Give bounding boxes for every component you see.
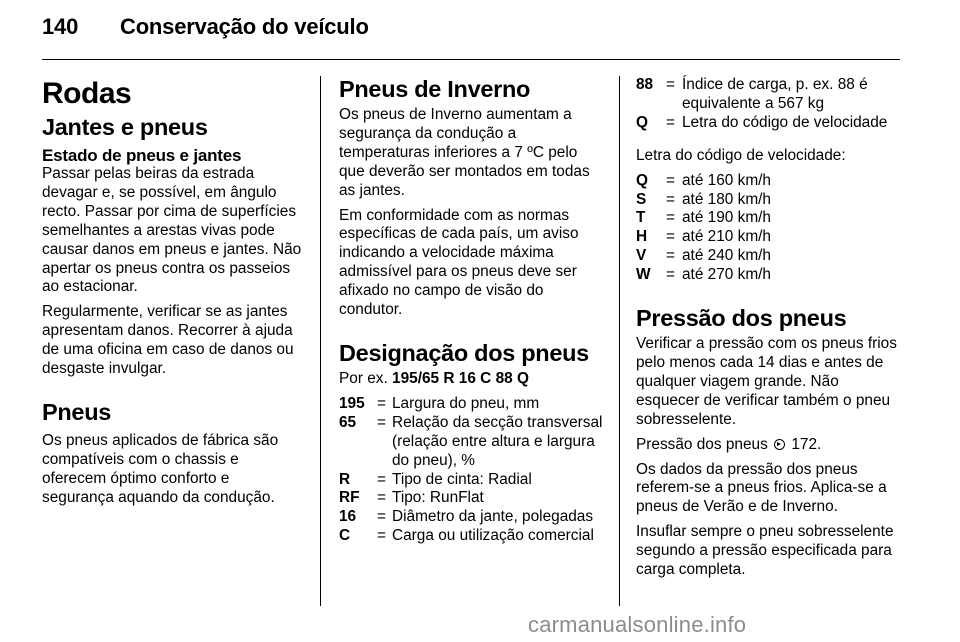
code-key: C xyxy=(339,527,351,545)
speed-equals: = xyxy=(666,209,675,227)
paragraph-pressao-3: Os dados da pressão dos pneus referem-se a pneus frios. Aplica-se a pneus de Verão e de Inverno. xyxy=(636,460,887,516)
paragraph-pressao-1: Verificar a pressão com os pneus frios pelo menos cada 14 dias e antes de qualquer viagem grande. Não esquecer de verificar também o pneu sobresselente. xyxy=(636,335,897,428)
list-item xyxy=(636,76,902,114)
speed-value: até 240 km/h xyxy=(682,247,771,265)
watermark: carmanualsonline.info xyxy=(528,612,747,637)
list-item xyxy=(339,395,603,414)
section-title: Conservação do veículo xyxy=(120,14,369,39)
paragraph-inverno-1: Os pneus de Inverno aumentam a segurança da condução a temperaturas inferiores a 7 ºC pelo que deverão ser montados em todas as jantes. xyxy=(339,106,590,199)
list-item xyxy=(636,228,902,247)
paragraph-pressao-4: Insuflar sempre o pneu sobresselente segundo a pressão especificada para carga completa. xyxy=(636,523,894,579)
list-item xyxy=(339,527,603,546)
speed-key: T xyxy=(636,209,646,227)
code-equals: = xyxy=(377,508,386,526)
section-heading-pneus: Pneus xyxy=(42,398,112,425)
speed-key: H xyxy=(636,228,648,246)
code-key: 88 xyxy=(636,76,654,93)
speed-intro: Letra do código de velocidade: xyxy=(636,146,846,164)
section-heading-inverno: Pneus de Inverno xyxy=(339,76,531,102)
speed-equals: = xyxy=(666,266,675,284)
list-item xyxy=(636,209,902,228)
section-heading-pressao: Pressão dos pneus xyxy=(636,305,847,332)
subheading-estado: Estado de pneus e jantes xyxy=(42,146,242,165)
list-item xyxy=(339,508,603,527)
code-value: Diâmetro da jante, polegadas xyxy=(392,508,594,526)
code-equals: = xyxy=(377,527,386,545)
code-equals: = xyxy=(666,76,675,93)
paragraph-estado-2: Regularmente, verificar se as jantes apresentam danos. Recorrer à ajuda de uma oficina em caso de danos ou desgaste invulgar. xyxy=(42,303,294,378)
page-number: 140 xyxy=(42,14,79,39)
paragraph-pneus-1: Os pneus aplicados de fábrica são compatíveis com o chassis e oferecem óptimo conforto e segurança aquando da condução. xyxy=(42,431,279,506)
example-code: 195/65 R 16 C 88 Q xyxy=(392,369,529,387)
list-item xyxy=(636,266,902,285)
column-divider-1 xyxy=(320,76,321,606)
speed-key: S xyxy=(636,190,647,208)
code-equals: = xyxy=(377,470,386,488)
page-header xyxy=(42,14,369,40)
code-value: Tipo de cinta: Radial xyxy=(392,470,532,488)
code-value: Largura do pneu, mm xyxy=(392,394,540,412)
page-reference-arrow-icon xyxy=(774,439,785,450)
tyre-code-list-continued xyxy=(636,76,902,133)
list-item xyxy=(636,247,902,266)
example-line xyxy=(339,370,603,389)
speed-equals: = xyxy=(666,247,675,265)
code-value: Tipo: RunFlat xyxy=(392,489,484,507)
list-item xyxy=(636,172,902,191)
tyre-code-list xyxy=(339,395,603,546)
speed-code-list xyxy=(636,172,902,285)
speed-value: até 270 km/h xyxy=(682,266,771,284)
code-key: R xyxy=(339,470,351,488)
code-value: Carga ou utilização comercial xyxy=(392,527,594,545)
speed-value: até 210 km/h xyxy=(682,228,771,246)
list-item xyxy=(339,489,603,508)
code-equals: = xyxy=(377,394,386,412)
speed-key: V xyxy=(636,247,647,265)
code-key: 65 xyxy=(339,413,357,431)
code-key: 195 xyxy=(339,394,365,412)
column-3 xyxy=(636,76,902,586)
page-title: Rodas xyxy=(42,77,132,110)
speed-equals: = xyxy=(666,190,675,208)
column-2 xyxy=(339,76,603,554)
code-value: Relação da secção transversal (relação entre altura e largura do pneu), % xyxy=(392,413,603,469)
speed-value: até 190 km/h xyxy=(682,209,771,227)
column-divider-2 xyxy=(619,76,620,606)
speed-value: até 180 km/h xyxy=(682,190,771,208)
section-heading-designacao: Designação dos pneus xyxy=(339,339,589,366)
column-1 xyxy=(42,76,304,514)
code-equals: = xyxy=(377,413,386,431)
speed-key: W xyxy=(636,266,651,284)
code-key: Q xyxy=(636,113,648,131)
pressao-ref-text: Pressão dos pneus xyxy=(636,435,768,453)
list-item xyxy=(636,191,902,210)
paragraph-inverno-2: Em conformidade com as normas específicas de cada país, um aviso indicando a velocidade máxima admissível para os pneus deve ser afixado no campo de visão do condutor. xyxy=(339,206,579,319)
speed-equals: = xyxy=(666,228,675,246)
paragraph-pressao-2 xyxy=(636,436,902,455)
code-value: Índice de carga, p. ex. 88 é equivalente a 567 kg xyxy=(682,76,868,112)
list-item xyxy=(339,414,603,471)
header-rule xyxy=(42,59,900,60)
pressao-ref-page[interactable]: 172. xyxy=(791,435,822,453)
speed-equals: = xyxy=(666,171,675,189)
code-value: Letra do código de velocidade xyxy=(682,113,888,131)
paragraph-estado-1: Passar pelas beiras da estrada devagar e, se possível, em ângulo recto. Passar por cima de superfícies semelhantes a arestas vivas pode causar danos em pneus e jantes. Não apertar os pneus contra os passeios ao estacionar. xyxy=(42,165,302,296)
code-key: RF xyxy=(339,489,360,507)
code-key: 16 xyxy=(339,508,357,526)
code-equals: = xyxy=(666,113,675,131)
section-heading-jantes: Jantes e pneus xyxy=(42,114,208,140)
list-item xyxy=(339,471,603,490)
speed-value: até 160 km/h xyxy=(682,171,771,189)
list-item xyxy=(636,114,902,133)
example-prefix: Por ex. xyxy=(339,369,388,387)
code-equals: = xyxy=(377,489,386,507)
speed-key: Q xyxy=(636,171,648,189)
